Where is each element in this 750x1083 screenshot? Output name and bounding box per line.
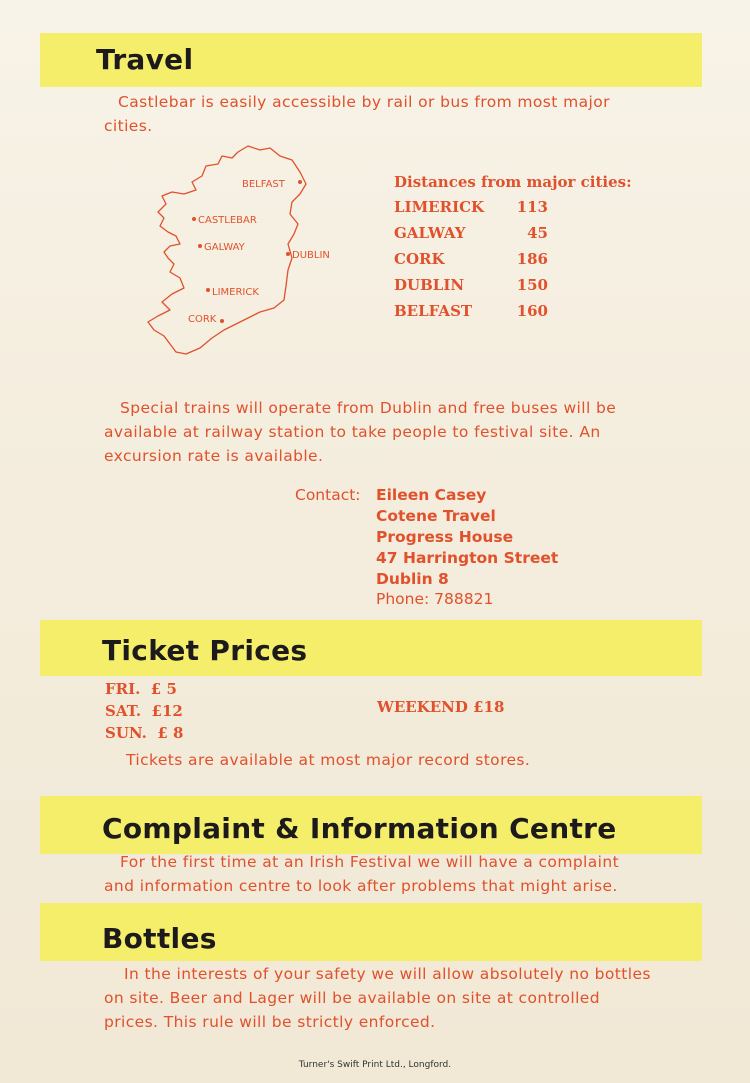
distance-city: GALWAY [394,224,466,242]
belfast-dot [298,180,302,184]
distance-row [394,198,548,216]
price-weekend: WEEKEND £18 [377,698,505,716]
map-label-cork: CORK [188,314,217,325]
travel-intro: Castlebar is easily accessible by rail or bus from most major cities. [104,93,610,135]
tickets-heading: Ticket Prices [102,634,308,667]
tickets-note: Tickets are available at most major record stores. [126,751,531,769]
dublin-dot [286,252,290,256]
map-label-galway: GALWAY [204,242,245,253]
travel-heading: Travel [96,43,194,76]
contact-phone: Phone: 788821 [376,590,494,608]
price-friday: FRI. £ 5 [105,680,177,698]
distance-row [394,276,548,294]
distance-city: LIMERICK [394,198,485,216]
distance-value: 113 [516,198,548,216]
ireland-map [140,140,370,365]
price-sunday: SUN. £ 8 [105,724,184,742]
distance-city: CORK [394,250,445,268]
contact-company: Cotene Travel [376,507,496,525]
distance-city: DUBLIN [394,276,465,294]
distances-title: Distances from major cities: [394,173,632,191]
contact-building: Progress House [376,528,514,546]
complaint-text: For the first time at an Irish Festival we will have a complaint and information centre to look after problems that might arise. [104,853,620,895]
contact-city: Dublin 8 [376,570,449,588]
printer-credit: Turner's Swift Print Ltd., Longford. [298,1060,452,1070]
distance-city: BELFAST [394,302,473,320]
distance-value: 150 [516,276,548,294]
bottles-text: In the interests of your safety we will allow absolutely no bottles on site. Beer and Lager will be available on site at controlled prices. This rule will be strictly enforced. [104,965,651,1031]
galway-dot [198,244,202,248]
map-label-limerick: LIMERICK [212,287,259,298]
price-saturday: SAT. £12 [105,702,183,720]
distance-value: 45 [527,224,548,242]
contact-label: Contact: [295,486,361,504]
castlebar-dot [192,217,196,221]
map-label-castlebar: CASTLEBAR [198,215,257,226]
cork-dot [220,319,224,323]
limerick-dot [206,288,210,292]
distance-value: 186 [516,250,548,268]
contact-street: 47 Harrington Street [376,549,559,567]
map-label-belfast: BELFAST [242,179,285,190]
bottles-heading: Bottles [102,922,217,955]
distance-value: 160 [516,302,548,320]
distance-row [394,302,548,320]
distance-row [394,250,548,268]
complaint-heading: Complaint & Information Centre [102,812,617,845]
map-label-dublin: DUBLIN [292,250,330,261]
distance-row [394,224,548,242]
contact-name: Eileen Casey [376,486,487,504]
special-trains-text: Special trains will operate from Dublin and free buses will be available at railway station to take people to festival site. An excursion rate is available. [104,399,617,465]
